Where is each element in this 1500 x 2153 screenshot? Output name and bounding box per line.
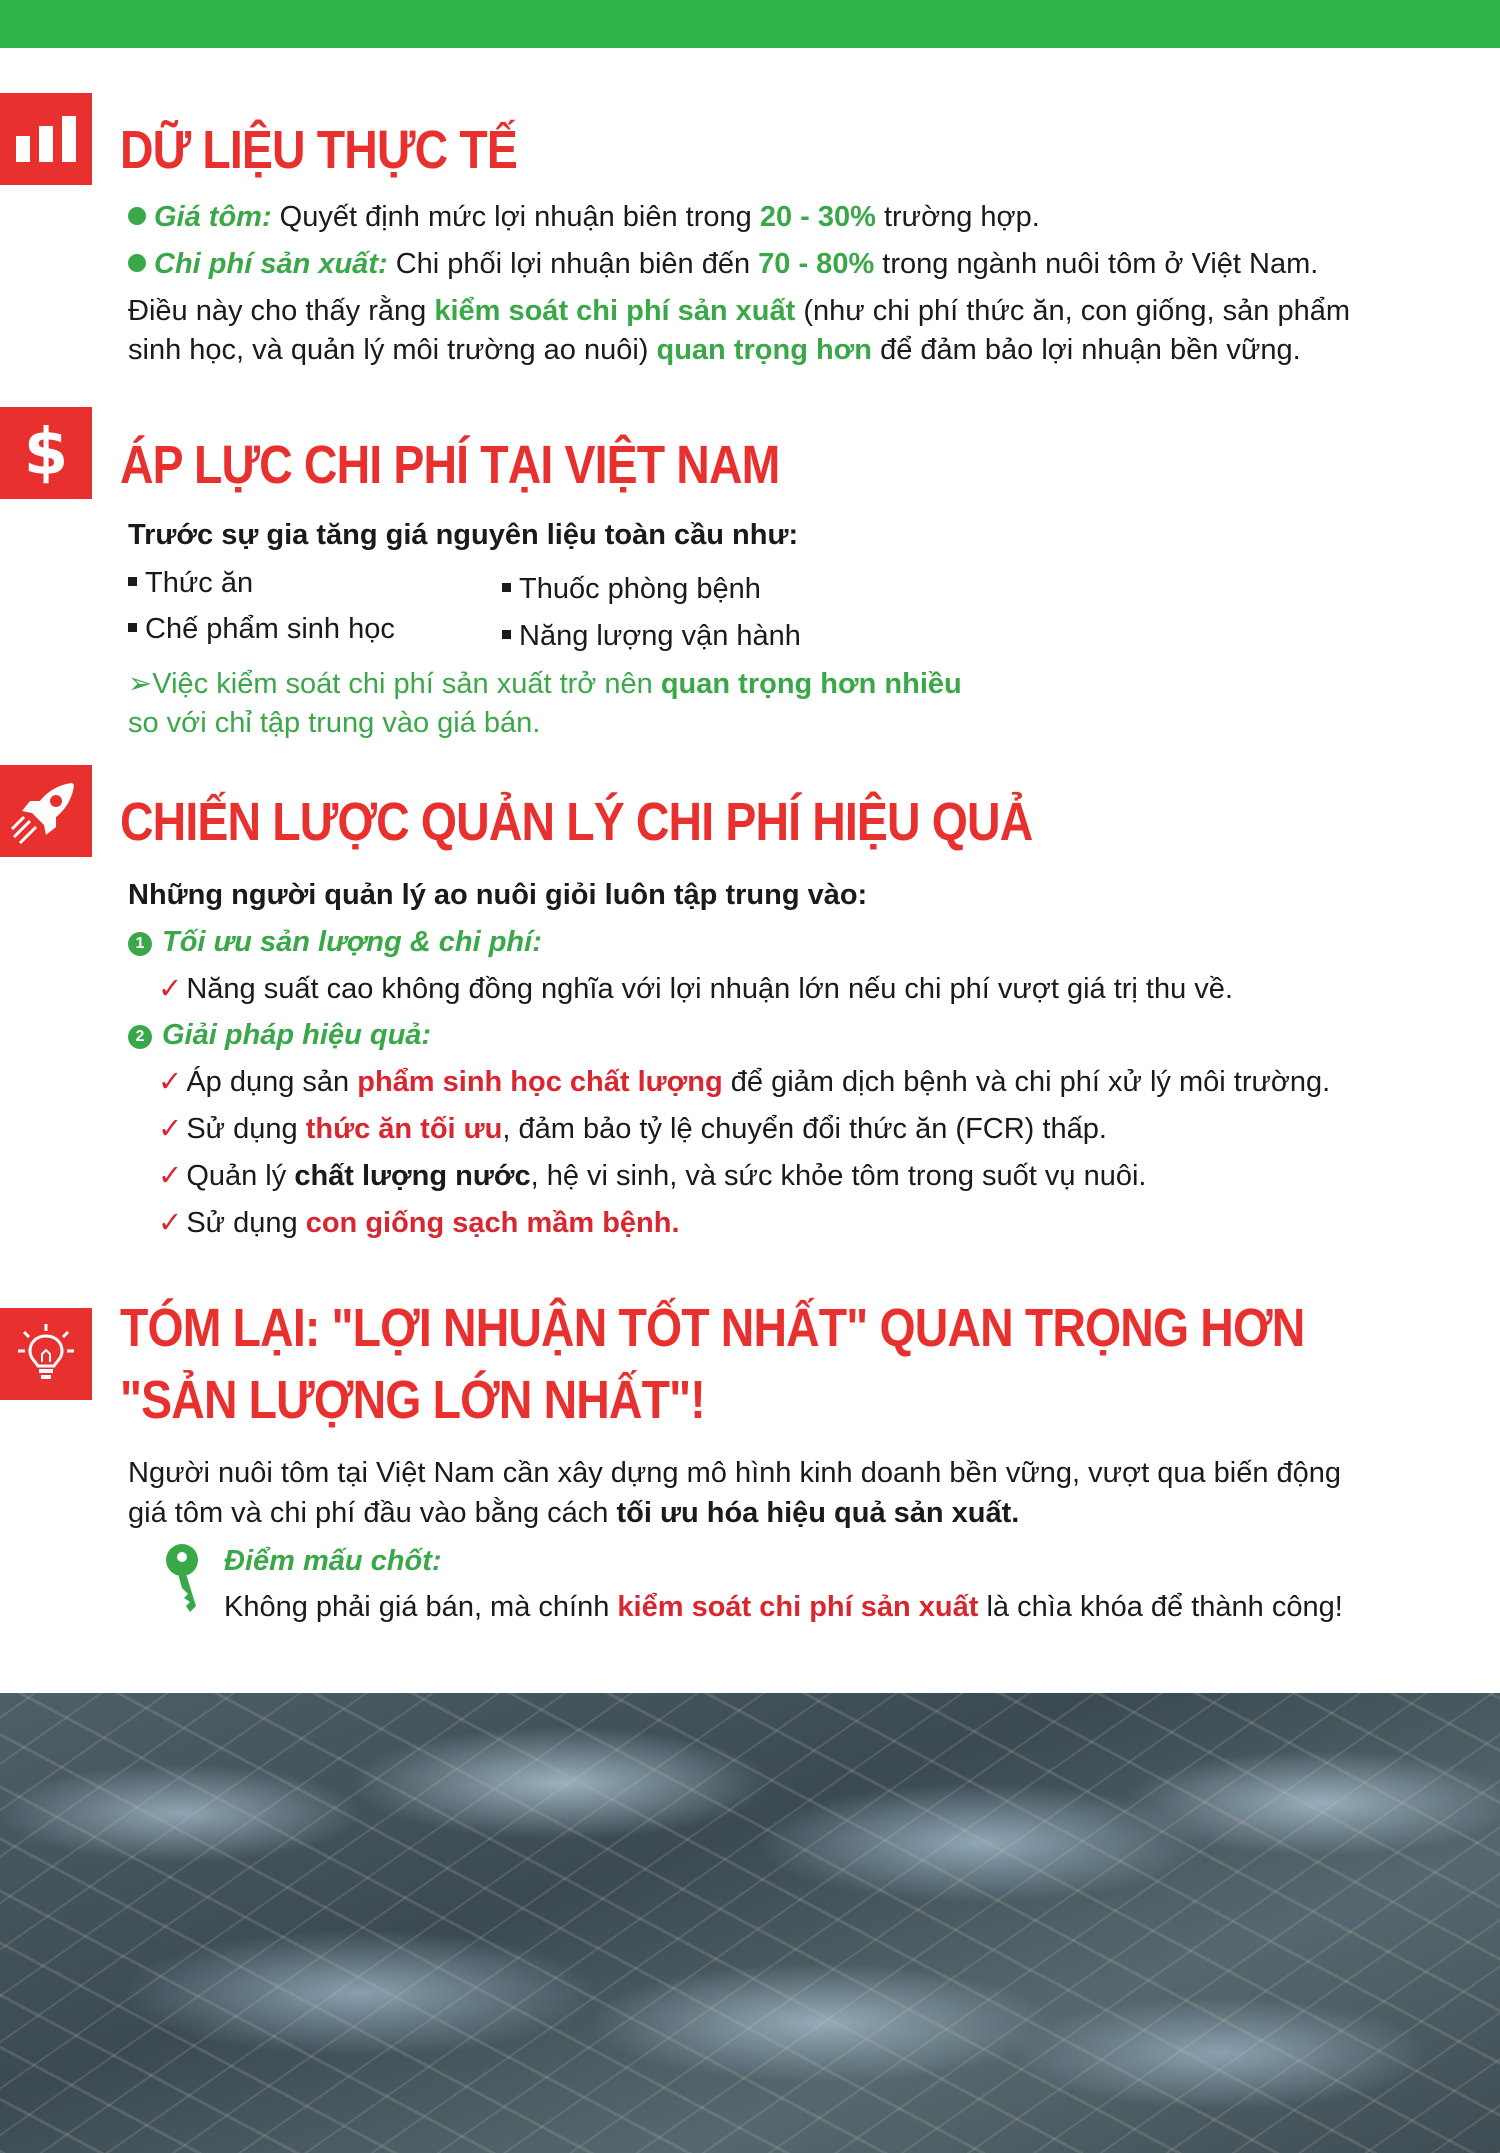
dollar-icon: $	[0, 407, 92, 499]
cost-pressure-conclusion-2: so với chỉ tập trung vào giá bán.	[128, 707, 541, 739]
section-title-cost-pressure: ÁP LỰC CHI PHÍ TẠI VIỆT NAM	[120, 435, 780, 495]
top-green-bar	[0, 0, 1500, 48]
list-item: ✓ Sử dụng con giống sạch mầm bệnh.	[158, 1207, 680, 1239]
section-title-cost-strategy: CHIẾN LƯỢC QUẢN LÝ CHI PHÍ HIỆU QUẢ	[120, 792, 1033, 852]
list-item: Thức ăn	[128, 564, 253, 603]
strategy-heading-1: 1 Tối ưu sản lượng & chi phí:	[128, 923, 542, 962]
section-title-summary-line-2: "SẢN LƯỢNG LỚN NHẤT"!	[120, 1370, 705, 1430]
conclusion-line-1: Điều này cho thấy rằng kiểm soát chi phí sản xuất (như chi phí thức ăn, con giống, sản phẩm	[128, 295, 1351, 327]
shrimp-photo	[0, 1693, 1500, 2153]
list-item: Chế phẩm sinh học	[128, 610, 395, 649]
section-title-real-data: DỮ LIỆU THỰC TẾ	[120, 120, 517, 180]
cost-pressure-intro: Trước sự gia tăng giá nguyên liệu toàn cầu như:	[128, 519, 799, 551]
conclusion-line-2: sinh học, và quản lý môi trường ao nuôi) quan trọng hơn để đảm bảo lợi nhuận bền vững.	[128, 334, 1301, 366]
strategy-intro: Những người quản lý ao nuôi giỏi luôn tập trung vào:	[128, 879, 868, 911]
green-dot-icon	[128, 207, 146, 225]
list-item: ✓ Sử dụng thức ăn tối ưu, đảm bảo tỷ lệ chuyển đổi thức ăn (FCR) thấp.	[158, 1113, 1107, 1145]
key-point-text: Không phải giá bán, mà chính kiểm soát chi phí sản xuất là chìa khóa để thành công!	[224, 1591, 1343, 1623]
lightbulb-icon	[0, 1308, 92, 1400]
summary-paragraph-line-1: Người nuôi tôm tại Việt Nam cần xây dựng mô hình kinh doanh bền vững, vượt qua biến động	[128, 1457, 1342, 1489]
section-title-summary-line-1: TÓM LẠI: "LỢI NHUẬN TỐT NHẤT" QUAN TRỌNG HƠN	[120, 1298, 1305, 1358]
key-point-label: Điểm mấu chốt:	[224, 1545, 442, 1577]
bullet-production-cost: Chi phí sản xuất: Chi phối lợi nhuận biên đến 70 - 80% trong ngành nuôi tôm ở Việt Nam.	[128, 245, 1318, 284]
summary-paragraph-line-2: giá tôm và chi phí đầu vào bằng cách tối ưu hóa hiệu quả sản xuất.	[128, 1497, 1020, 1529]
rocket-icon	[0, 765, 92, 857]
list-item: ✓ Quản lý chất lượng nước, hệ vi sinh, và sức khỏe tôm trong suốt vụ nuôi.	[158, 1160, 1147, 1192]
list-item: Năng lượng vận hành	[502, 617, 801, 656]
strategy-heading-2: 2 Giải pháp hiệu quả:	[128, 1016, 431, 1055]
cost-pressure-conclusion-1: ➢Việc kiểm soát chi phí sản xuất trở nên quan trọng hơn nhiều	[128, 668, 962, 700]
green-dot-icon	[128, 254, 146, 272]
bullet-shrimp-price: Giá tôm: Quyết định mức lợi nhuận biên trong 20 - 30% trường hợp.	[128, 198, 1040, 237]
list-item: ✓ Năng suất cao không đồng nghĩa với lợi nhuận lớn nếu chi phí vượt giá trị thu về.	[158, 973, 1233, 1005]
bar-chart-icon	[0, 93, 92, 185]
list-item: Thuốc phòng bệnh	[502, 570, 761, 609]
list-item: ✓ Áp dụng sản phẩm sinh học chất lượng để giảm dịch bệnh và chi phí xử lý môi trường.	[158, 1066, 1331, 1098]
key-icon	[162, 1542, 212, 1616]
